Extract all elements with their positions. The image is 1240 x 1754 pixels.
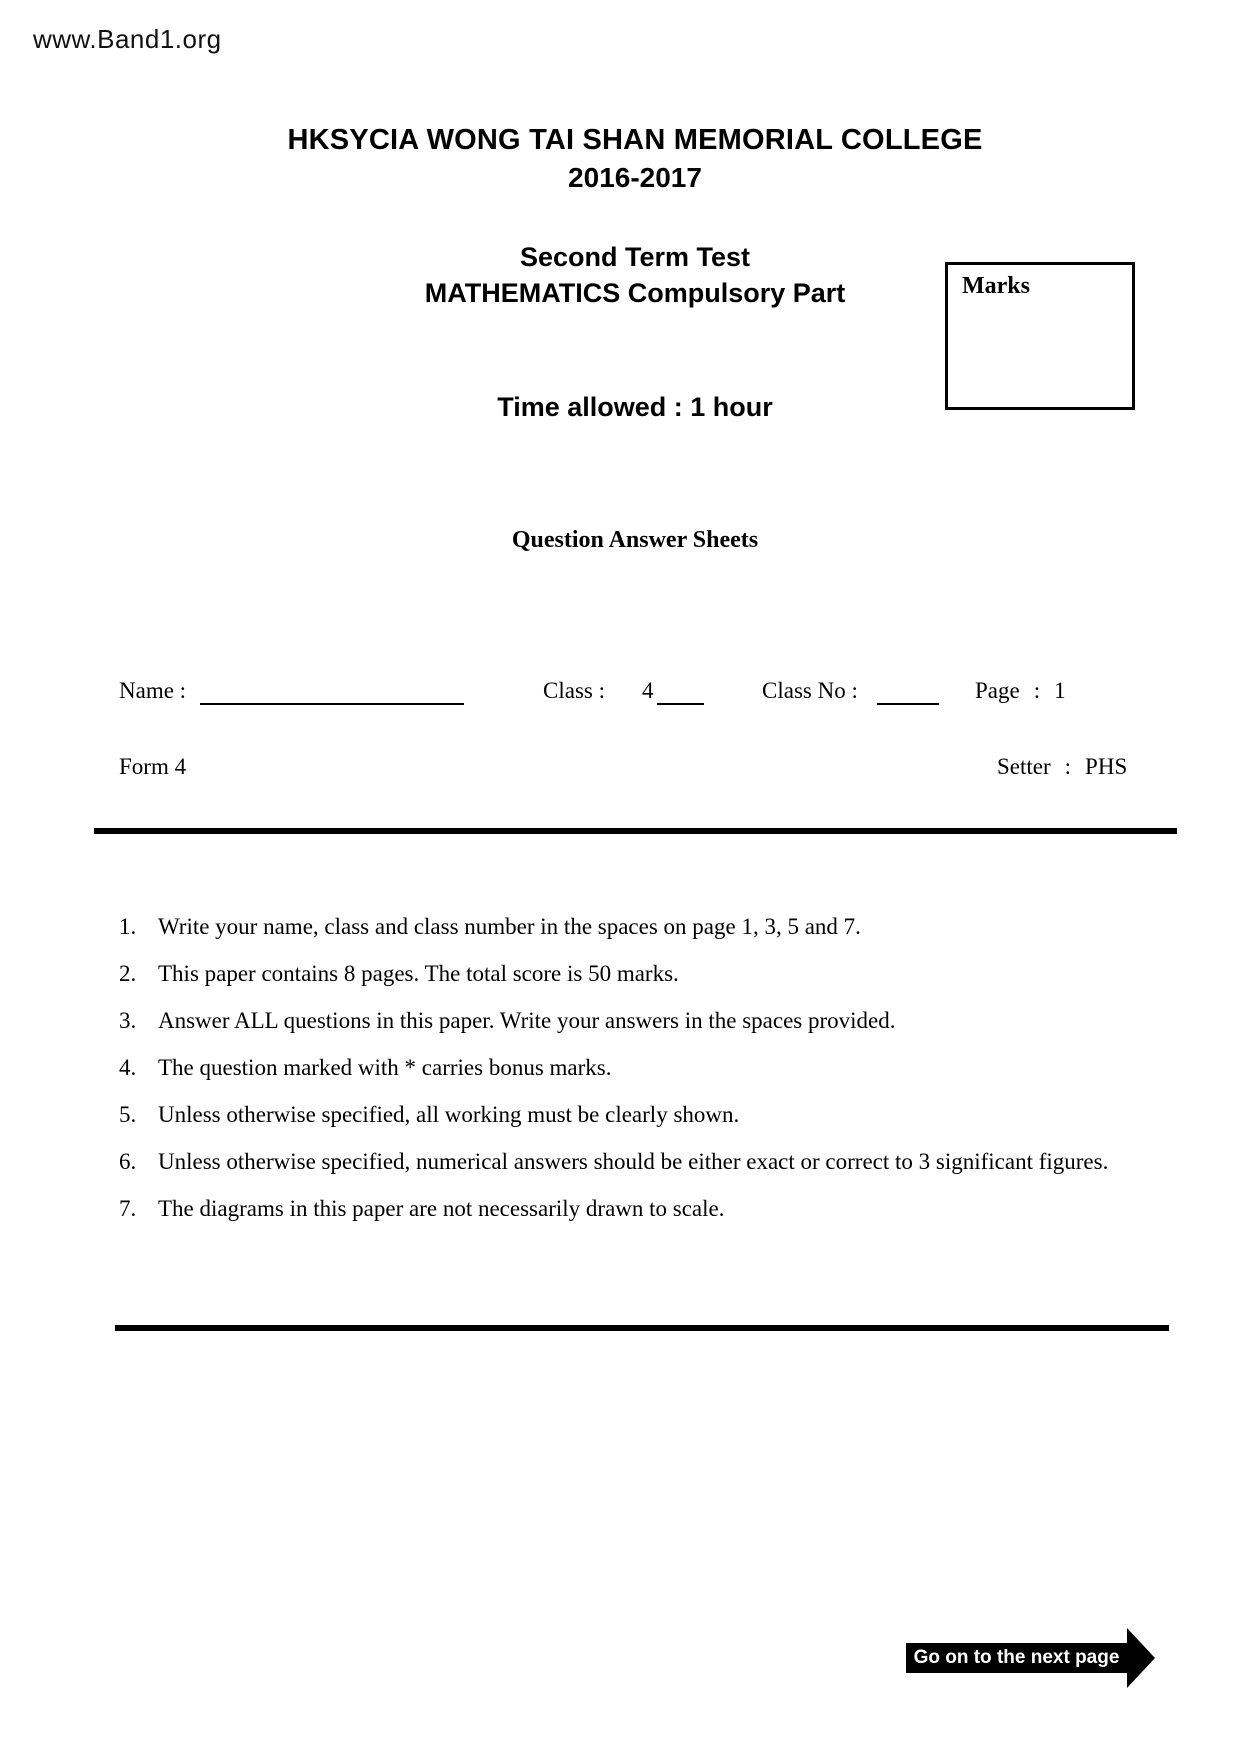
school-name-heading: HKSYCIA WONG TAI SHAN MEMORIAL COLLEGE bbox=[287, 124, 983, 156]
page-colon: : bbox=[1033, 678, 1041, 703]
class-value: 4 bbox=[642, 678, 654, 703]
class-no-blank-field[interactable] bbox=[877, 703, 939, 705]
next-page-banner: Go on to the next page bbox=[906, 1643, 1127, 1673]
instruction-item bbox=[119, 1053, 1181, 1083]
instruction-text: This paper contains 8 pages. The total score is 50 marks. bbox=[158, 961, 679, 986]
page-number-field bbox=[975, 676, 1066, 706]
class-blank-field[interactable] bbox=[657, 703, 704, 705]
class-no-label: Class No : bbox=[762, 678, 858, 703]
instructions-list bbox=[119, 912, 1181, 1241]
instruction-number: 1. bbox=[119, 914, 137, 939]
instruction-item bbox=[119, 912, 1181, 942]
setter-colon: : bbox=[1064, 754, 1072, 779]
setter-label: Setter bbox=[997, 754, 1051, 779]
watermark-site-label: www.Band1.org bbox=[33, 24, 222, 54]
page-value: 1 bbox=[1054, 678, 1066, 703]
instruction-number: 3. bbox=[119, 1008, 137, 1033]
name-blank-field[interactable] bbox=[200, 703, 464, 705]
setter-value: PHS bbox=[1085, 754, 1128, 779]
time-allowed-text: Time allowed : 1 hour bbox=[497, 392, 773, 422]
sheet-title: Question Answer Sheets bbox=[511, 527, 759, 553]
instruction-text: Answer ALL questions in this paper. Write your answers in the spaces provided. bbox=[158, 1008, 896, 1033]
subject-heading: MATHEMATICS Compulsory Part bbox=[424, 278, 846, 308]
instruction-number: 5. bbox=[119, 1102, 137, 1127]
instruction-number: 4. bbox=[119, 1055, 137, 1080]
form-label: Form 4 bbox=[119, 754, 187, 779]
marks-box bbox=[945, 262, 1135, 410]
next-page-arrow-icon bbox=[1127, 1628, 1155, 1688]
instruction-item bbox=[119, 1100, 1181, 1130]
instruction-item bbox=[119, 1147, 1181, 1177]
test-name-heading: Second Term Test bbox=[519, 242, 751, 272]
instruction-text: Unless otherwise specified, all working must be clearly shown. bbox=[158, 1102, 740, 1127]
instruction-text: The diagrams in this paper are not necessarily drawn to scale. bbox=[158, 1196, 725, 1221]
top-divider-rule bbox=[94, 828, 1177, 834]
instruction-number: 7. bbox=[119, 1196, 137, 1221]
instruction-text: Write your name, class and class number in the spaces on page 1, 3, 5 and 7. bbox=[158, 914, 861, 939]
page-label: Page bbox=[975, 678, 1020, 703]
instruction-text: The question marked with * carries bonus marks. bbox=[158, 1055, 612, 1080]
name-label: Name : bbox=[119, 678, 187, 703]
instruction-item bbox=[119, 1006, 1181, 1036]
bottom-divider-rule bbox=[115, 1325, 1169, 1331]
instruction-item bbox=[119, 1194, 1181, 1224]
instruction-number: 2. bbox=[119, 961, 137, 986]
instruction-number: 6. bbox=[119, 1149, 137, 1174]
instruction-text: Unless otherwise specified, numerical answers should be either exact or correct to 3 significant figures. bbox=[158, 1149, 1109, 1174]
setter-field bbox=[997, 752, 1127, 782]
instruction-item bbox=[119, 959, 1181, 989]
class-label: Class : bbox=[543, 678, 605, 703]
marks-label: Marks bbox=[962, 273, 1030, 299]
school-year-heading: 2016-2017 bbox=[568, 162, 702, 193]
